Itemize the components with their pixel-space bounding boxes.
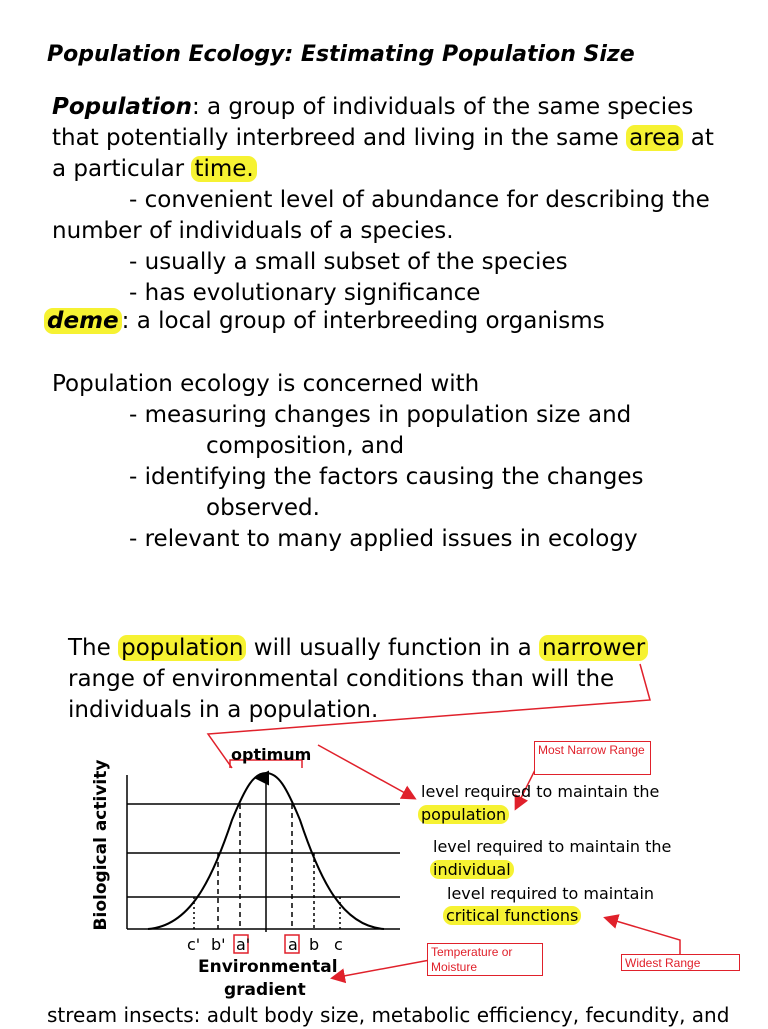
concerned-bullet-1b: composition, and [206, 433, 405, 459]
definition-bullet-3: - has evolutionary significance [129, 280, 481, 306]
definition-line-2: that potentially interbreed and living in the same area at [52, 125, 714, 151]
optimum-label: optimum [231, 745, 312, 764]
deme-term: deme [44, 308, 122, 334]
footer-text: stream insects: adult body size, metabolic efficiency, fecundity, and [47, 1003, 730, 1027]
most-narrow-range-box: Most Narrow Range [534, 741, 651, 775]
y-axis-label: Biological activity [91, 759, 111, 931]
concerned-bullet-2b: observed. [206, 495, 320, 521]
concerned-bullet-2a: - identifying the factors causing the changes [129, 464, 644, 490]
definition-bullet-1b: number of individuals of a species. [52, 218, 454, 244]
statement-line-1: The population will usually function in a narrower [68, 634, 648, 662]
tick-a-prime: a' [236, 935, 251, 954]
tick-b: b [309, 935, 320, 954]
tick-b-prime: b' [211, 935, 226, 954]
tick-c: c [334, 935, 343, 954]
statement-line-3: individuals in a population. [68, 697, 379, 723]
definition-line-3: a particular time. [52, 155, 257, 183]
definition-line-1: Population: a group of individuals of the same species [52, 94, 694, 120]
definition-bullet-2: - usually a small subset of the species [129, 249, 568, 275]
page-title: Population Ecology: Estimating Population Size [47, 42, 635, 67]
concerned-intro: Population ecology is concerned with [52, 371, 480, 397]
level-critical-text: level required to maintain [447, 884, 655, 903]
optimum-to-population-arrow [318, 745, 414, 798]
time-highlight: time. [191, 156, 256, 182]
level-critical-label: critical functions [443, 906, 581, 926]
area-highlight: area [626, 125, 683, 151]
statement-line-2: range of environmental conditions than will the [68, 666, 615, 692]
tick-a: a [288, 935, 298, 954]
level-individual-label: individual [430, 860, 514, 880]
deme-definition: deme : a local group of interbreeding organisms [44, 307, 605, 335]
level-individual-text: level required to maintain the [433, 837, 672, 856]
x-axis-label-1: Environmental [198, 957, 338, 977]
level-population-label: population [418, 805, 509, 825]
widest-range-arrow [606, 918, 680, 957]
level-population-text: level required to maintain the [421, 782, 660, 801]
gradient-arrow [333, 960, 430, 978]
definition-bullet-1a: - convenient level of abundance for describing the [129, 187, 710, 213]
narrower-highlight: narrower [539, 635, 648, 661]
concerned-bullet-3: - relevant to many applied issues in ecology [129, 526, 638, 552]
tick-c-prime: c' [187, 935, 201, 954]
temperature-moisture-box: Temperature or Moisture [427, 943, 543, 976]
widest-range-box: Widest Range [621, 954, 740, 971]
population-term: Population [52, 94, 192, 120]
concerned-bullet-1a: - measuring changes in population size and [129, 402, 632, 428]
population-highlight: population [118, 635, 246, 661]
x-axis-label-2: gradient [224, 980, 306, 1000]
